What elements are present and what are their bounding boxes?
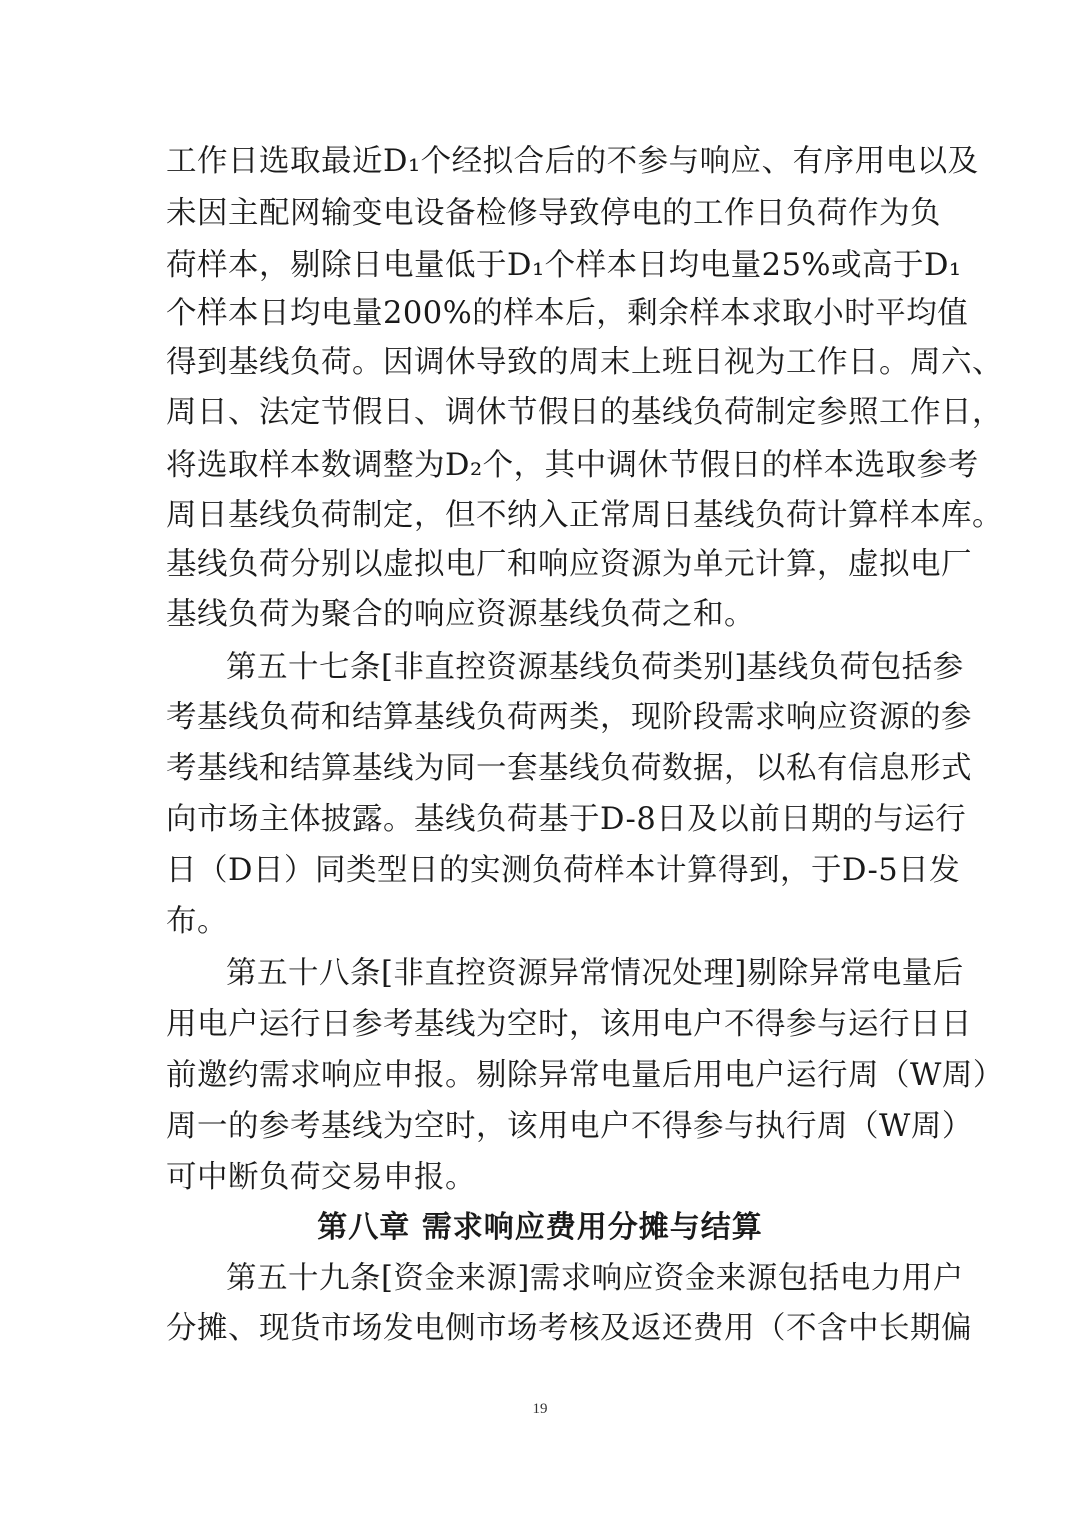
body-text-line: 将选取样本数调整为D₂个，其中调休节假日的样本选取参考 <box>166 448 979 483</box>
body-text-line: 未因主配网输变电设备检修导致停电的工作日负荷作为负 <box>166 196 941 231</box>
body-text-line: 前邀约需求响应申报。剔除异常电量后用电户运行周（W周） <box>166 1058 1004 1093</box>
body-text-line: 得到基线负荷。因调休导致的周末上班日视为工作日。周六、 <box>166 345 1003 380</box>
chapter-heading: 第八章 需求响应费用分摊与结算 <box>317 1210 763 1245</box>
body-text-line: 考基线和结算基线为同一套基线负荷数据，以私有信息形式 <box>166 751 972 786</box>
article-58-first-line: 第五十八条[非直控资源异常情况处理]剔除异常电量后 <box>226 956 964 991</box>
body-text-line: 布。 <box>166 904 228 939</box>
body-text-line: 基线负荷为聚合的响应资源基线负荷之和。 <box>166 597 755 632</box>
body-text-line: 周一的参考基线为空时，该用电户不得参与执行周（W周） <box>166 1109 973 1144</box>
body-text-line: 考基线负荷和结算基线负荷两类，现阶段需求响应资源的参 <box>166 700 972 735</box>
article-59-first-line: 第五十九条[资金来源]需求响应资金来源包括电力用户 <box>226 1261 964 1296</box>
body-text-line: 向市场主体披露。基线负荷基于D-8日及以前日期的与运行 <box>166 802 967 837</box>
body-text-line: 周日基线负荷制定，但不纳入正常周日基线负荷计算样本库。 <box>166 498 1003 533</box>
body-text-line: 工作日选取最近D₁个经拟合后的不参与响应、有序用电以及 <box>166 144 979 179</box>
body-text-line: 用电户运行日参考基线为空时，该用电户不得参与运行日日 <box>166 1007 972 1042</box>
page-number: 19 <box>532 1401 548 1417</box>
body-text-line: 日（D日）同类型日的实测负荷样本计算得到，于D-5日发 <box>166 853 961 888</box>
body-text-line: 荷样本，剔除日电量低于D₁个样本日均电量25%或高于D₁ <box>166 248 962 283</box>
body-text-line: 周日、法定节假日、调休节假日的基线负荷制定参照工作日， <box>166 395 1003 430</box>
body-text-line: 分摊、现货市场发电侧市场考核及返还费用（不含中长期偏 <box>166 1311 972 1346</box>
article-57-first-line: 第五十七条[非直控资源基线负荷类别]基线负荷包括参 <box>226 650 964 685</box>
body-text-line: 个样本日均电量200%的样本后，剩余样本求取小时平均值 <box>166 296 969 331</box>
body-text-line: 可中断负荷交易申报。 <box>166 1160 476 1195</box>
body-text-line: 基线负荷分别以虚拟电厂和响应资源为单元计算，虚拟电厂 <box>166 547 972 582</box>
